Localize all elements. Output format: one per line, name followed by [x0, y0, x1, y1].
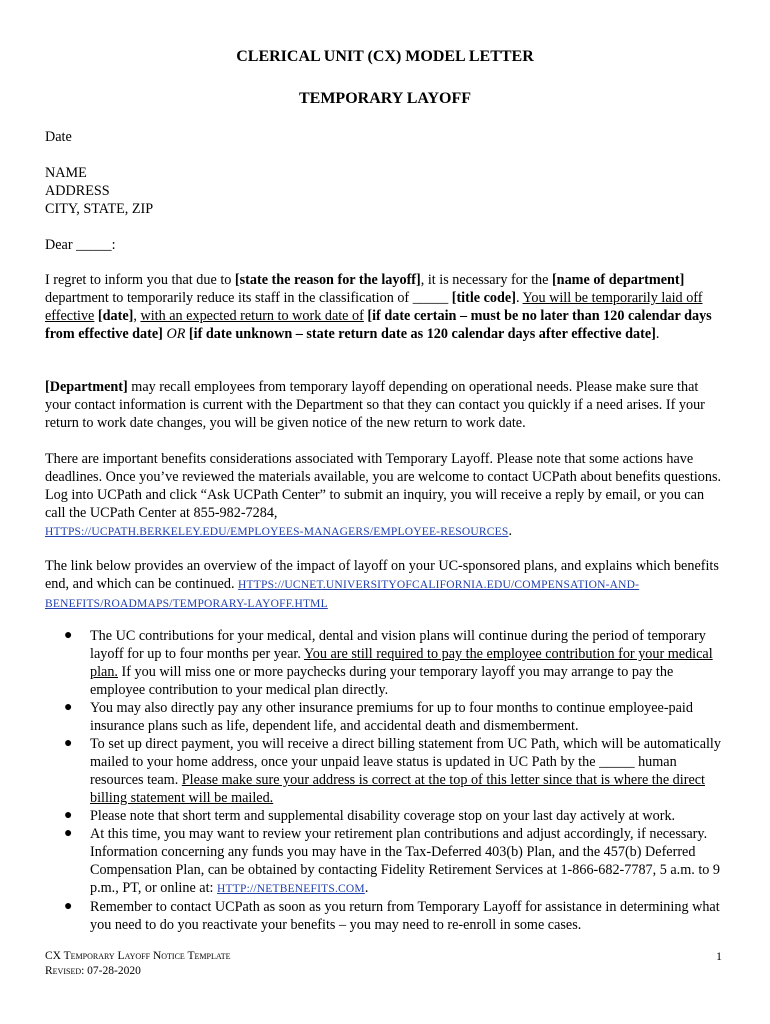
p1-text: .	[655, 326, 660, 342]
p1-text: department to temporarily reduce its staff in the classification of _____	[45, 290, 452, 306]
p1-title-code: [title code]	[451, 290, 516, 306]
p1-date: [date]	[97, 308, 134, 324]
bullet-text: At this time, you may want to review your retirement plan contributions and adjust accordingly, if necessary. Information concerning any funds you may have in the Tax-Deferred 403(b) Plan, and the 457(b) Deferred Compensation Plan, can be obtained by contacting Fidelity Retirement Services at 1-866-682-7787, 5 a.m. to 9 p.m., PT, or online at:	[90, 826, 721, 896]
footer-template-name: CX Temporary Layoff Notice Template	[45, 950, 231, 962]
p3-text: There are important benefits considerations associated with Temporary Layoff. Please note that some actions have deadlines. Once you’ve reviewed the materials available, you are welcome to contact UCPath about benefits questions. Log into UCPath and click “Ask UCPath Center” to submit an inquiry, you will receive a reply by email, or you can call the UCPath Center at 855-982-7284,	[45, 451, 722, 521]
bullet-icon: ●	[64, 826, 73, 841]
p1-date-certain: [if date certain – must be no later than 120 calendar days from effective date]	[45, 308, 712, 342]
list-item	[45, 735, 725, 807]
address-block	[45, 164, 725, 218]
bullet-underlined: You are still required to pay the employee contribution for your medical plan.	[90, 646, 713, 680]
address-name: NAME	[45, 165, 87, 181]
paragraph-benefits	[45, 450, 725, 541]
page-number: 1	[716, 949, 722, 963]
bullet-text: .	[364, 880, 369, 896]
p1-or: OR	[162, 326, 189, 342]
p1-underlined: with an expected return to work date of	[140, 308, 364, 324]
paragraph-recall	[45, 378, 725, 432]
p1-text: , it is necessary for the	[420, 272, 552, 288]
p1-underlined: You will be temporarily laid off effective	[45, 290, 703, 324]
p4-text: The link below provides an overview of the impact of layoff on your UC-sponsored plans, and explains which benefits end, and which can be continued.	[45, 558, 719, 592]
address-street: ADDRESS	[45, 183, 110, 199]
p1-text: I regret to inform you that due to	[45, 272, 235, 288]
bullet-text: The UC contributions for your medical, dental and vision plans will continue during the period of temporary layoff for up to four months per year.	[90, 628, 706, 662]
p3-text: .	[508, 523, 513, 539]
salutation: Dear _____:	[45, 237, 116, 253]
list-item	[45, 699, 725, 735]
bullet-text: To set up direct payment, you will receive a direct billing statement from UC Path, which will be automatically mailed to your home address, once your unpaid leave status is updated in UC Path by the _____ human resources team.	[90, 736, 721, 788]
bullet-underlined: Please make sure your address is correct at the top of this letter since that is where the direct billing statement will be mailed.	[90, 772, 705, 806]
list-item	[45, 807, 725, 825]
p1-department: [name of department]	[551, 272, 685, 288]
footer-revised-date: Revised: 07-28-2020	[45, 965, 141, 977]
paragraph-layoff-notice	[45, 271, 725, 343]
p1-text: .	[515, 290, 523, 306]
date-line: Date	[45, 129, 72, 145]
ucnet-layoff-link[interactable]: HTTPS://UCNET.UNIVERSITYOFCALIFORNIA.EDU/COMPENSATION-AND-BENEFITS/ROADMAPS/TEMPORARY-LAYOFF.HTML	[45, 579, 640, 610]
footer	[45, 949, 231, 979]
netbenefits-link[interactable]: HTTP://NETBENEFITS.COM	[217, 883, 365, 895]
p2-department: [Department]	[45, 379, 128, 395]
bullet-text: You may also directly pay any other insurance premiums for up to four months to continue employee-paid insurance plans such as life, dependent life, and accidental death and dismemberment.	[90, 700, 693, 734]
bullet-icon: ●	[64, 736, 73, 751]
bullet-text: Please note that short term and supplemental disability coverage stop on your last day actively at work.	[90, 808, 676, 824]
bullet-icon: ●	[64, 628, 73, 643]
document-subtitle: TEMPORARY LAYOFF	[298, 90, 472, 107]
bullet-text: Remember to contact UCPath as soon as you return from Temporary Layoff for assistance in determining what you need to do you reactivate your benefits – you may need to re-enroll in some cases.	[90, 899, 720, 933]
p1-text: ,	[133, 308, 141, 324]
bullet-icon: ●	[64, 700, 73, 715]
list-item	[45, 898, 725, 934]
ucpath-link[interactable]: HTTPS://UCPATH.BERKELEY.EDU/EMPLOYEES-MANAGERS/EMPLOYEE-RESOURCES	[45, 526, 509, 538]
benefits-bullet-list	[45, 627, 725, 934]
address-city: CITY, STATE, ZIP	[45, 201, 154, 217]
list-item	[45, 825, 725, 898]
bullet-icon: ●	[64, 899, 73, 914]
bullet-icon: ●	[64, 808, 73, 823]
paragraph-overview	[45, 557, 725, 613]
document-title: CLERICAL UNIT (CX) MODEL LETTER	[236, 48, 534, 65]
list-item	[45, 627, 725, 699]
p1-date-unknown: [if date unknown – state return date as 120 calendar days after effective date]	[188, 326, 656, 342]
p1-reason: [state the reason for the layoff]	[234, 272, 421, 288]
p2-text: may recall employees from temporary layoff depending on operational needs. Please make sure that your contact information is current with the Department so that they can contact you quickly if a need arises. If your return to work date changes, you will be given notice of the new return to work date.	[45, 379, 705, 431]
bullet-text: If you will miss one or more paychecks during your temporary layoff you may arrange to pay the employee contribution to your medical plan directly.	[90, 664, 674, 698]
